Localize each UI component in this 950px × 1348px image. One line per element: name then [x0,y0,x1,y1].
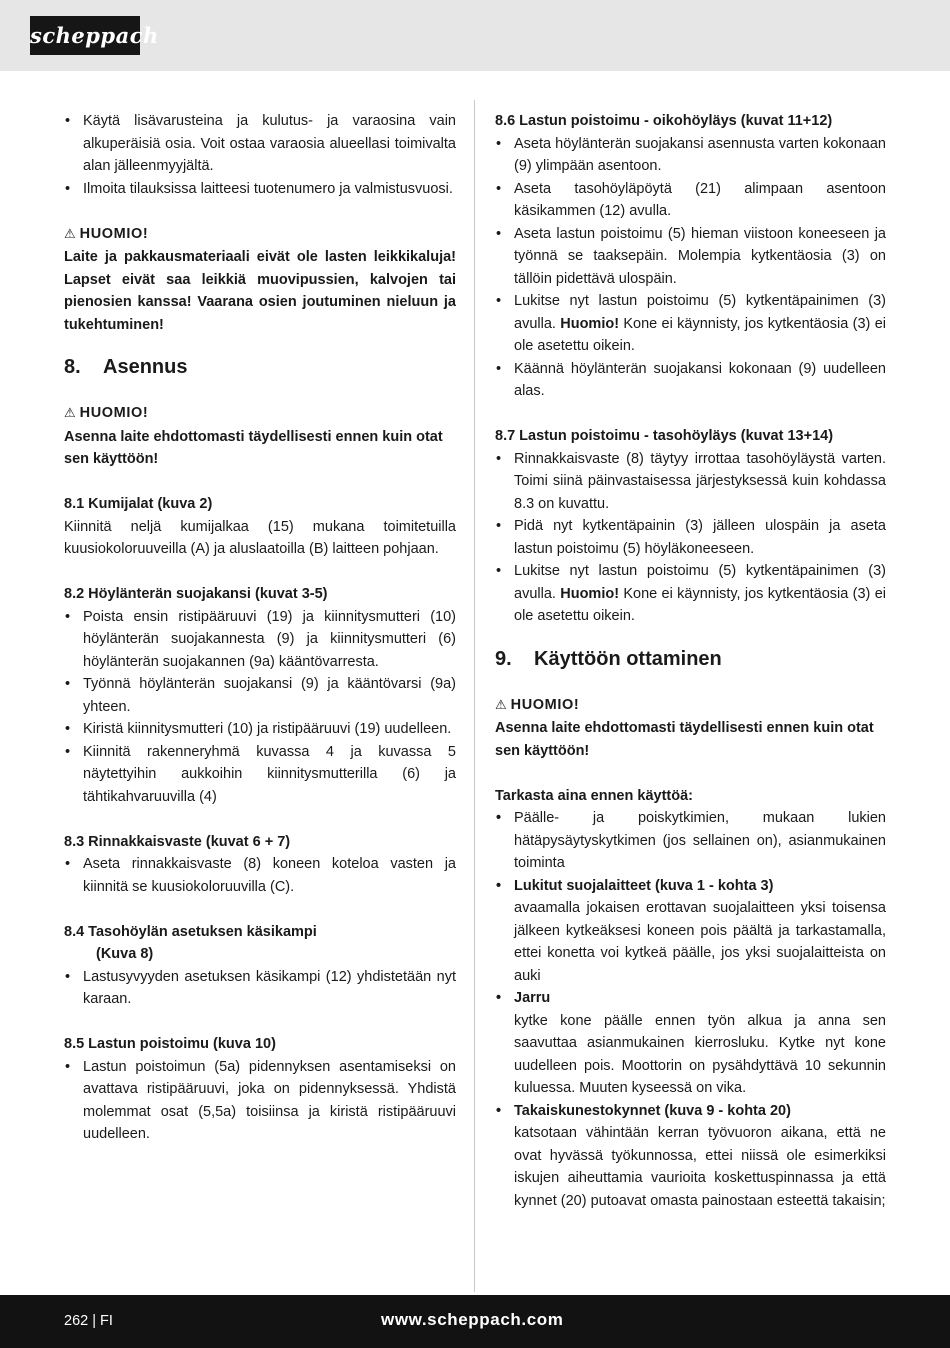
list-8-2 [64,606,456,809]
warning-text: Asenna laite ehdottomasti täydellisesti ennen kuin otat sen käyttöön! [64,428,443,467]
subsection-title-8-7: 8.7 Lastun poistoimu - tasohöyläys (kuvat 13+14) [495,428,834,444]
footer-bar [0,1295,950,1348]
list-item [495,987,886,1100]
column-divider [474,100,475,1292]
text-run: Kone ei käynnisty, jos kytkentäosia (3) ei ole asetettu oikein. [514,585,886,624]
text-run: Lukitse nyt lastun poistoimu (5) kytkentäpainimen (3) avulla. [514,293,886,332]
warning-text: Laite ja pakkausmateriaali eivät ole lasten leikkikaluja! Lapset eivät saa leikkiä muovipussien, kalvojen tai pienosien kanssa! Vaarana osien joutuminen nieluun ja tukehtuminen! [64,249,456,333]
item-heading: • Jarru [514,990,551,1006]
list-item: • Käännä höylänterän suojakansi kokonaan (9) uudelleen alas. [495,358,886,403]
section-number: 9. [495,647,512,670]
warning-triangle-icon: ⚠ [64,406,76,421]
list-item: • Aseta lastun poistoimu (5) hieman viistoon koneeseen ja työnnä se taaksepäin. Molempia kytkentäosia (3) on tällöin pidettävä ulospäin. [495,223,886,291]
item-text: kytke kone päälle ennen työn alkua ja anna sen saavuttaa asianmukainen kierrosluku. Kytke nyt kone uudelleen pois. Moottorin on pysähdyttävä 10 sekunnin kuluessa. Muuten kyseessä on vika. [514,1012,886,1096]
list-item: • Lastusyvyyden asetuksen käsikampi (12) yhdistetään nyt karaan. [64,966,456,1011]
subsection-title-8-6: 8.6 Lastun poistoimu - oikohöyläys (kuvat 11+12) [495,113,833,129]
list-8-3 [64,853,456,898]
item-heading: • Takaiskunestokynnet (kuva 9 - kohta 20) [514,1102,791,1119]
item-text: avaamalla jokaisen erottavan suojalaitteen yksi toisensa jälkeen kytkeäksesi koneen pois päältä ja tarkastamalla, ettei konetta voi kytkeä päälle, jos yksi suojalaitteista on auki [514,900,886,984]
list-8-4 [64,966,456,1011]
list-item: • Aseta tasohöyläpöytä (21) alimpaan asentoon käsikammen (12) avulla. [495,178,886,223]
list-item [495,1100,886,1213]
list-item: • Työnnä höylänterän suojakansi (9) ja kääntövarsi (9a) yhteen. [64,673,456,718]
subsection-title-8-3: 8.3 Rinnakkaisvaste (kuvat 6 + 7) [64,833,291,850]
scheppach-logo: scheppach [30,16,140,55]
paragraph: Kiinnitä neljä kumijalkaa (15) mukana toimitetuilla kuusiokoloruuveilla (A) ja aluslaatoilla (B) laitteen pohjaan. [64,518,456,557]
list-item [495,560,886,628]
subsection-title-8-4: 8.4 Tasohöylän asetuksen käsikampi [64,923,317,940]
text-run: Lukitse nyt lastun poistoimu (5) kytkentäpainimen (3) avulla. [514,563,886,602]
section-heading-9 [495,645,886,673]
subsection-title-8-5: 8.5 Lastun poistoimu (kuva 10) [64,1036,276,1052]
list-item: • Aseta höylänterän suojakansi asennusta varten kokonaan (9) ylimpään asentoon. [495,133,886,178]
item-heading: • Lukitut suojalaitteet (kuva 1 - kohta 3) [514,877,774,894]
warning-heading [495,694,886,718]
attention-word: Huomio! [560,315,620,332]
section-number: 8. [64,356,81,378]
warning-heading [64,402,456,426]
list-8-6 [495,133,886,403]
list-item: • Lastun poistoimun (5a) pidennyksen asentamiseksi on avattava ristipääruuvi, joka on pidennyksessä. Yhdistä molemmat osat (5,5a) toisiinsa ja kiristä ristipääruuvi uudelleen. [64,1056,456,1146]
left-column [64,110,456,1146]
list-item: • Päälle- ja poiskytkimien, mukaan lukien hätäpysäytyskytkimen (jos sellainen on), asianmukainen toiminta [495,807,886,875]
warning-triangle-icon: ⚠ [495,697,507,713]
page-number: 262 | FI [64,1313,113,1329]
list-item: • Pidä nyt kytkentäpainin (3) jälleen ulospäin ja aseta lastun poistoimu (5) höyläkoneeseen. [495,515,886,560]
intro-list [64,110,456,200]
list-item: • Poista ensin ristipääruuvi (19) ja kiinnitysmutteri (10) höylänterän suojakannesta (9) ja kiinnitysmutteri (6) höylänterän suojakannen (9a) kääntövarresta. [64,606,456,674]
section-title: Asennus [103,356,188,378]
subsection-title-8-2: 8.2 Höylänterän suojakansi (kuvat 3-5) [64,586,328,602]
section-heading-8 [64,353,456,381]
website-link[interactable]: www.scheppach.com [381,1310,564,1329]
list-item: • Ilmoita tilauksissa laitteesi tuotenumero ja valmistusvuosi. [64,178,456,201]
list-item: • Aseta rinnakkaisvaste (8) koneen koteloa vasten ja kiinnitä se kuusiokoloruuvilla (C). [64,853,456,898]
subsection-title-8-1: 8.1 Kumijalat (kuva 2) [64,496,213,512]
warning-heading [64,223,456,247]
list-item [495,290,886,358]
warning-text: Asenna laite ehdottomasti täydellisesti ennen kuin otat sen käyttöön! [495,720,874,759]
item-text: katsotaan vähintään kerran työvuoron aikana, että ne ovat hyvässä työkunnossa, ettei niissä ole esimerkiksi iskujen aiheuttamia vaurioita koskettuspinnassa ja että kynnet (20) putoavat omasta painostaan esteettä takaisin; [514,1125,886,1209]
attention-word: Huomio! [560,585,620,602]
list-8-7 [495,448,886,628]
list-item: • Rinnakkaisvaste (8) täytyy irrottaa tasohöyläystä varten. Toimi siinä päinvastaisessa järjestyksessä kuin kohdassa 8.3 on kuvattu. [495,448,886,516]
list-item [495,875,886,988]
list-item: • Käytä lisävarusteina ja kulutus- ja varaosina vain alkuperäisiä osia. Voit ostaa varaosia alueellasi toimivalta alan jälleenmyyjältä. [64,110,456,178]
warning-title: HUOMIO! [79,225,149,242]
list-item: • Kiristä kiinnitysmutteri (10) ja ristipääruuvi (19) uudelleen. [64,718,456,741]
subsection-title-cont: (Kuva 8) [96,946,154,962]
list-item: • Kiinnitä rakenneryhmä kuvassa 4 ja kuvassa 5 näytettyihin aukkoihin kiinnitysmutterilla (6) ja tähtikahvaruuvilla (4) [64,741,456,809]
header-bar [0,0,950,71]
warning-title: HUOMIO! [510,696,580,713]
text-run: Kone ei käynnisty, jos kytkentäosia (3) ei ole asetettu oikein. [514,315,886,354]
section-title: Käyttöön ottaminen [534,647,722,670]
warning-triangle-icon: ⚠ [64,226,76,242]
list-8-5 [64,1056,456,1146]
check-list [495,807,886,1212]
warning-title: HUOMIO! [79,405,149,421]
check-title: Tarkasta aina ennen käyttöä: [495,787,693,804]
right-column [495,110,886,1212]
